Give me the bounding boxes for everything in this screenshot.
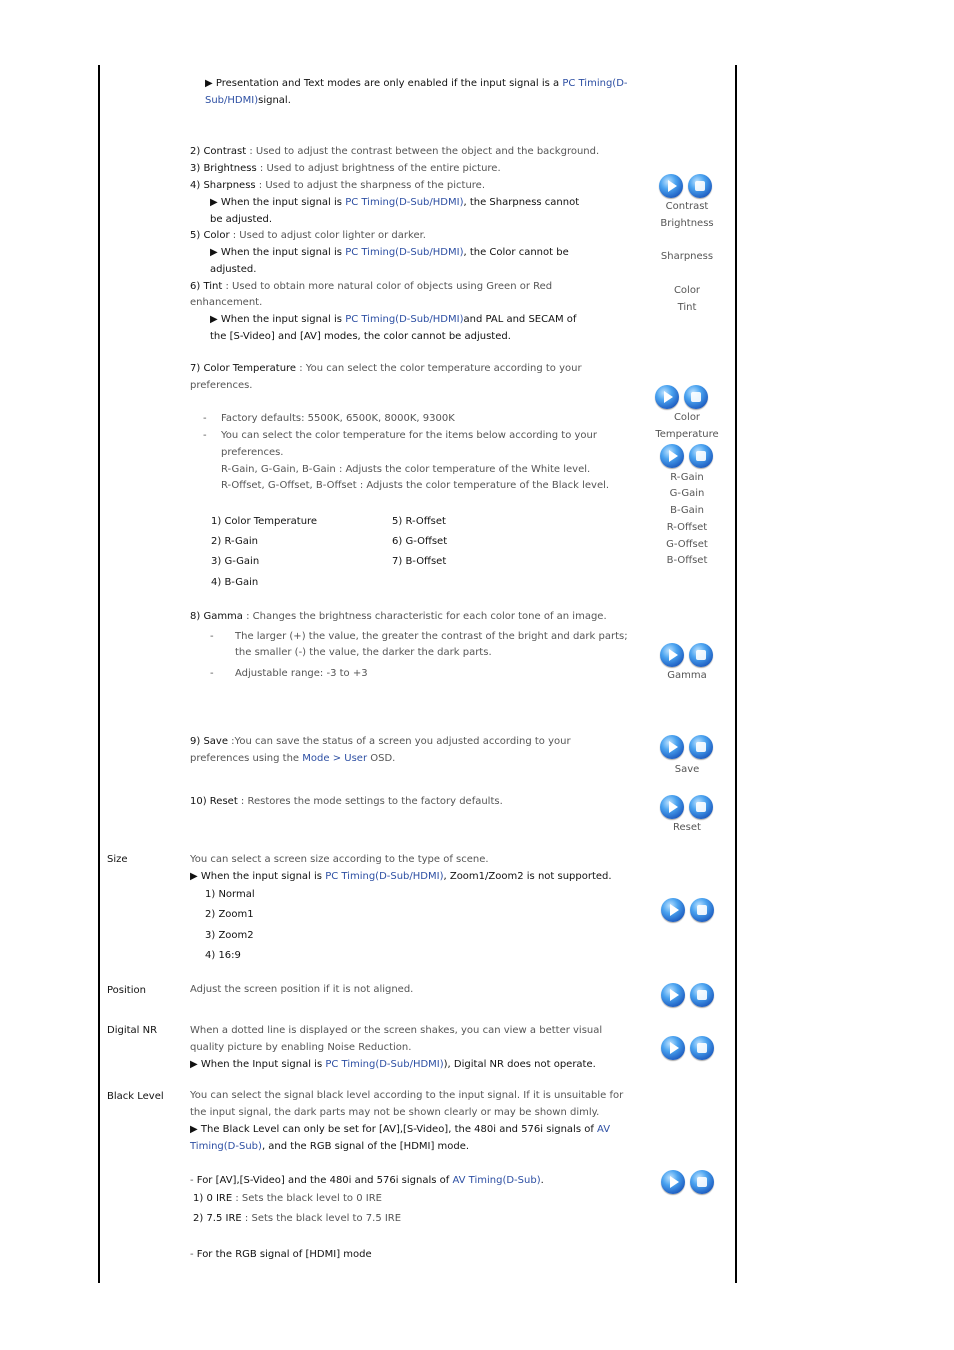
black-level-option-0ire-desc: : Sets the black level to 0 IRE — [232, 1193, 382, 1204]
color-pc-timing-link[interactable]: PC Timing(D-Sub/HDMI) — [345, 247, 464, 258]
contrast-desc: : Used to adjust the contrast between the object and the background. — [246, 146, 600, 157]
tint-item — [190, 280, 552, 294]
intro-suffix: signal. — [258, 95, 291, 106]
side-label-contrast: Contrast — [665, 201, 709, 212]
size-option: 1) Normal — [205, 889, 255, 900]
enter-icon[interactable] — [690, 983, 714, 1007]
black-level-av-timing-link[interactable]: AV Timing(D-Sub) — [452, 1175, 541, 1186]
color-temp-option: 4) B-Gain — [211, 577, 259, 588]
gamma-label: 8) Gamma — [190, 611, 243, 622]
black-level-sub2 — [190, 1248, 372, 1262]
color-note-suffix: , the Color cannot be — [463, 247, 569, 258]
gamma-nav-icons — [660, 643, 716, 669]
black-level-sub2-text: For the RGB signal of [HDMI] mode — [196, 1249, 372, 1260]
gamma-bullet1-dash: - — [210, 631, 214, 642]
play-icon[interactable] — [660, 735, 684, 759]
black-level-note-suffix: , and the RGB signal of the [HDMI] mode. — [261, 1141, 470, 1152]
side-label-reset: Reset — [673, 822, 701, 833]
brightness-label: 3) Brightness — [190, 163, 257, 174]
black-level-note-line2 — [190, 1140, 469, 1154]
side-label-color: Color — [673, 285, 701, 296]
position-title: Position — [107, 985, 146, 996]
color-temp-nav-icons — [655, 385, 711, 411]
side-label-r-offset: R-Offset — [666, 522, 708, 533]
reset-label: 10) Reset — [190, 796, 238, 807]
black-level-option-0ire-label: 1) 0 IRE — [193, 1193, 233, 1204]
black-level-desc: You can select the signal black level according to the input signal. If it is unsuitable for — [190, 1090, 624, 1101]
color-temp-desc-line2: preferences. — [190, 380, 253, 391]
side-label-save: Save — [674, 764, 700, 775]
gamma-item — [190, 610, 607, 624]
enter-icon[interactable] — [684, 385, 708, 409]
tint-desc: : Used to obtain more natural color of objects using Green or Red — [222, 281, 553, 292]
tint-pc-timing-link[interactable]: PC Timing(D-Sub/HDMI) — [345, 314, 464, 325]
play-icon[interactable] — [661, 983, 685, 1007]
black-level-note-prefix: ▶ The Black Level can only be set for [AV],[S-Video], the 480i and 576i signals of — [190, 1124, 598, 1135]
picture-nav-icons — [659, 174, 715, 200]
enter-icon[interactable] — [688, 174, 712, 198]
size-title: Size — [107, 854, 128, 865]
tint-label: 6) Tint — [190, 281, 223, 292]
reset-desc: : Restores the mode settings to the factory defaults. — [237, 796, 503, 807]
sharpness-note-line2: be adjusted. — [210, 214, 273, 225]
position-nav-icons — [661, 983, 717, 1009]
save-label: 9) Save — [190, 736, 228, 747]
sharpness-label: 4) Sharpness — [190, 180, 256, 191]
right-border-line — [735, 65, 737, 1283]
side-label-g-gain: G-Gain — [669, 488, 705, 499]
tint-note-prefix: ▶ When the input signal is — [210, 314, 346, 325]
mode-user-arrow: > — [329, 753, 345, 764]
enter-icon[interactable] — [689, 795, 713, 819]
intro-link-2[interactable]: Sub/HDMI) — [205, 95, 259, 106]
digital-nr-note-prefix: ▶ When the Input signal is — [190, 1059, 326, 1070]
side-label-b-offset: B-Offset — [666, 555, 708, 566]
black-level-option-75ire-desc: : Sets the black level to 7.5 IRE — [241, 1213, 402, 1224]
gamma-bullet1: The larger (+) the value, the greater the contrast of the bright and dark parts; — [235, 631, 628, 642]
left-border-line — [98, 65, 100, 1283]
save-nav-icons — [660, 735, 716, 761]
sharpness-note-prefix: ▶ When the input signal is — [210, 197, 346, 208]
play-icon[interactable] — [660, 795, 684, 819]
side-label-b-gain: B-Gain — [670, 505, 704, 516]
black-level-sub1-suffix: . — [540, 1175, 544, 1186]
black-level-option-75ire-label: 2) 7.5 IRE — [193, 1213, 242, 1224]
play-icon[interactable] — [660, 444, 684, 468]
enter-icon[interactable] — [690, 1170, 714, 1194]
black-level-option-0ire — [193, 1192, 382, 1206]
size-pc-timing-link[interactable]: PC Timing(D-Sub/HDMI) — [325, 871, 444, 882]
gamma-desc: : Changes the brightness characteristic for each color tone of an image. — [242, 611, 607, 622]
color-note — [210, 246, 569, 260]
enter-icon[interactable] — [690, 898, 714, 922]
digital-nr-note-suffix: ), Digital NR does not operate. — [443, 1059, 596, 1070]
digital-nr-note — [190, 1058, 596, 1072]
user-link[interactable]: User — [344, 753, 368, 764]
size-note — [190, 870, 612, 884]
save-desc2-suffix: OSD. — [367, 753, 396, 764]
contrast-label: 2) Contrast — [190, 146, 247, 157]
color-temp-option: 1) Color Temperature — [211, 516, 318, 527]
position-desc: Adjust the screen position if it is not aligned. — [190, 984, 414, 995]
color-temp-bullet2-dash: - — [203, 430, 207, 441]
gamma-bullet2: Adjustable range: -3 to +3 — [235, 668, 368, 679]
black-level-sub1-prefix: For [AV],[S-Video] and the 480i and 576i signals of — [196, 1175, 453, 1186]
size-note-prefix: ▶ When the input signal is — [190, 871, 326, 882]
color-temp-option: 3) G-Gain — [211, 556, 260, 567]
tint-desc-line2: enhancement. — [190, 297, 263, 308]
color-desc: : Used to adjust color lighter or darker. — [229, 230, 426, 241]
black-level-nav-icons — [661, 1170, 717, 1196]
side-label-r-gain: R-Gain — [670, 472, 704, 483]
sharpness-item — [190, 179, 485, 193]
size-nav-icons — [661, 898, 717, 924]
mode-link[interactable]: Mode — [302, 753, 330, 764]
side-label-gamma: Gamma — [667, 670, 707, 681]
black-level-option-75ire — [193, 1212, 401, 1226]
intro-note — [205, 77, 628, 91]
save-item — [190, 735, 571, 749]
side-label-sharpness: Sharpness — [660, 251, 714, 262]
size-desc: You can select a screen size according to the type of scene. — [190, 854, 489, 865]
reset-item — [190, 795, 503, 809]
color-temp-bullet2: You can select the color temperature for the items below according to your — [221, 430, 598, 441]
brightness-item — [190, 162, 501, 176]
tint-note-line2: the [S-Video] and [AV] modes, the color cannot be adjusted. — [210, 331, 511, 342]
color-temp-item — [190, 362, 582, 376]
digital-nr-desc-line2: quality picture by enabling Noise Reduction. — [190, 1042, 412, 1053]
save-desc: :You can save the status of a screen you adjusted according to your — [228, 736, 571, 747]
color-temp-option: 5) R-Offset — [392, 516, 446, 527]
gamma-bullet2-dash: - — [210, 668, 214, 679]
intro-prefix: ▶ Presentation and Text modes are only enabled if the input signal is a — [205, 78, 563, 89]
digital-nr-title: Digital NR — [107, 1025, 158, 1036]
color-temp-bullet2-line3: R-Gain, G-Gain, B-Gain : Adjusts the color temperature of the White level. — [221, 464, 591, 475]
side-label-brightness: Brightness — [660, 218, 714, 229]
color-temp-sub-nav-icons — [660, 444, 716, 470]
gamma-bullet1-line2: the smaller (-) the value, the darker the dark parts. — [235, 647, 492, 658]
enter-icon[interactable] — [690, 1036, 714, 1060]
black-level-note — [190, 1123, 610, 1137]
play-icon[interactable] — [661, 1170, 685, 1194]
color-note-prefix: ▶ When the input signal is — [210, 247, 346, 258]
av-timing-link[interactable]: Timing(D-Sub) — [190, 1141, 262, 1152]
intro-link-1[interactable]: PC Timing(D- — [562, 78, 628, 89]
color-temp-bullet1-dash: - — [203, 413, 207, 424]
av-link[interactable]: AV — [597, 1124, 611, 1135]
sharpness-desc: : Used to adjust the sharpness of the picture. — [255, 180, 486, 191]
black-level-desc-line2: the input signal, the dark parts may not be shown clearly or may be shown dimly. — [190, 1107, 600, 1118]
side-label-g-offset: G-Offset — [666, 539, 708, 550]
digital-nr-pc-timing-link[interactable]: PC Timing(D-Sub/HDMI) — [325, 1059, 444, 1070]
black-level-sub1-dash: - — [190, 1175, 197, 1186]
tint-note — [210, 313, 576, 327]
color-temp-bullet1: Factory defaults: 5500K, 6500K, 8000K, 9300K — [221, 413, 455, 424]
color-label: 5) Color — [190, 230, 230, 241]
side-label-color-temp-2: Temperature — [655, 429, 719, 440]
enter-icon[interactable] — [689, 444, 713, 468]
side-label-tint: Tint — [677, 302, 697, 313]
tint-note-suffix: and PAL and SECAM of — [463, 314, 577, 325]
color-temp-bullet2-line2: preferences. — [221, 447, 284, 458]
color-temp-label: 7) Color Temperature — [190, 363, 297, 374]
color-temp-option: 2) R-Gain — [211, 536, 258, 547]
enter-icon[interactable] — [689, 735, 713, 759]
size-option: 3) Zoom2 — [205, 930, 254, 941]
size-option: 4) 16:9 — [205, 950, 241, 961]
sharpness-pc-timing-link[interactable]: PC Timing(D-Sub/HDMI) — [345, 197, 464, 208]
play-icon[interactable] — [659, 174, 683, 198]
size-note-suffix: , Zoom1/Zoom2 is not supported. — [443, 871, 612, 882]
digital-nr-desc: When a dotted line is displayed or the screen shakes, you can view a better visual — [190, 1025, 603, 1036]
brightness-desc: : Used to adjust brightness of the entire picture. — [256, 163, 501, 174]
size-option: 2) Zoom1 — [205, 909, 254, 920]
intro-note-line2 — [205, 94, 291, 108]
save-desc2-prefix: preferences using the — [190, 753, 303, 764]
black-level-title: Black Level — [107, 1091, 164, 1102]
play-icon[interactable] — [661, 1036, 685, 1060]
color-note-line2: adjusted. — [210, 264, 257, 275]
black-level-sub2-dash: - — [190, 1249, 197, 1260]
contrast-item — [190, 145, 599, 159]
save-desc-line2 — [190, 752, 395, 766]
color-temp-option: 6) G-Offset — [392, 536, 448, 547]
play-icon[interactable] — [661, 898, 685, 922]
reset-nav-icons — [660, 795, 716, 821]
color-item — [190, 229, 426, 243]
color-temp-option: 7) B-Offset — [392, 556, 447, 567]
color-temp-desc: : You can select the color temperature according to your — [296, 363, 582, 374]
black-level-sub1 — [190, 1174, 544, 1188]
side-label-color-temp-1: Color — [673, 412, 701, 423]
play-icon[interactable] — [655, 385, 679, 409]
color-temp-bullet2-line4: R-Offset, G-Offset, B-Offset : Adjusts the color temperature of the Black level. — [221, 480, 610, 491]
enter-icon[interactable] — [689, 643, 713, 667]
sharpness-note — [210, 196, 579, 210]
play-icon[interactable] — [660, 643, 684, 667]
digital-nr-nav-icons — [661, 1036, 717, 1062]
sharpness-note-suffix: , the Sharpness cannot — [463, 197, 580, 208]
